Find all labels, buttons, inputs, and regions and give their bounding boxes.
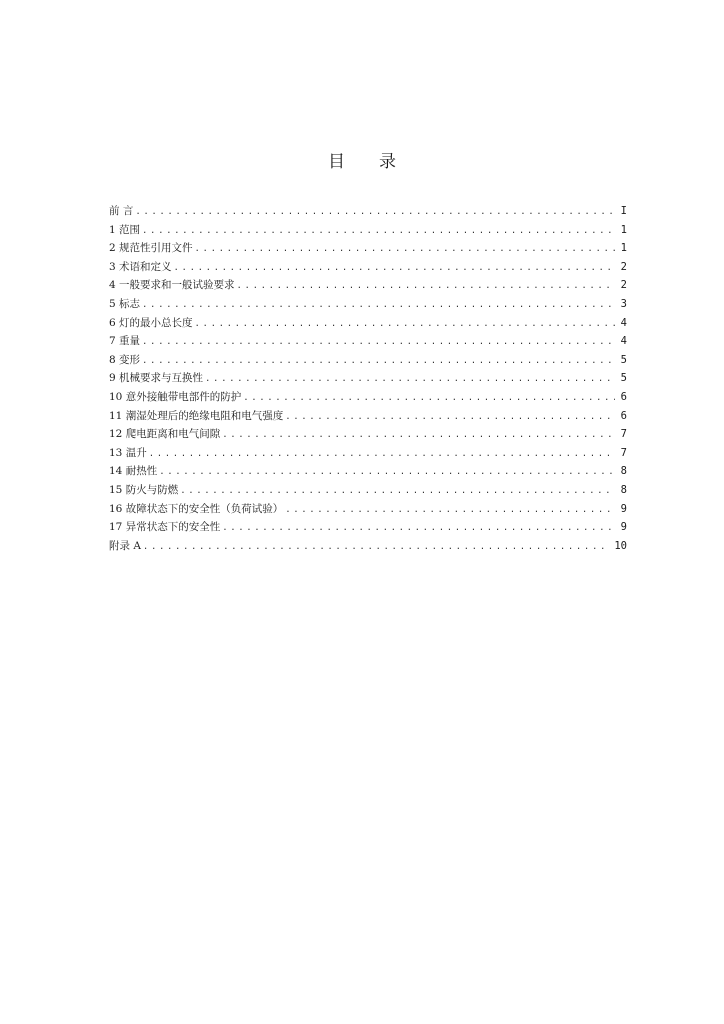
toc-entry-label: 4 一般要求和一般试验要求	[109, 279, 235, 292]
toc-entry[interactable]	[109, 351, 627, 370]
toc-entry-page: I	[620, 205, 627, 217]
dot-leader	[180, 482, 615, 501]
toc-entry-label: 9 机械要求与互换性	[109, 372, 204, 385]
toc-entry-page: 10	[614, 539, 627, 552]
toc-entry[interactable]	[109, 239, 627, 258]
dot-leader	[243, 389, 615, 408]
toc-entry-page: 8	[620, 483, 627, 496]
toc-entry-page: 7	[620, 446, 627, 459]
toc-entry[interactable]	[109, 258, 627, 277]
toc-entry-page: 7	[620, 428, 627, 441]
toc-entry-page: 4	[620, 335, 627, 348]
toc-entry-page: 9	[620, 502, 627, 515]
toc-entry[interactable]	[109, 444, 627, 463]
toc-entry[interactable]	[109, 481, 627, 500]
toc-entry[interactable]	[109, 462, 627, 481]
toc-entry-label: 6 灯的最小总长度	[109, 316, 193, 329]
dot-leader	[149, 445, 615, 464]
dot-leader	[285, 501, 615, 520]
toc-entry-label: 5 标志	[109, 297, 141, 310]
toc-entry[interactable]	[109, 276, 627, 295]
dot-leader	[142, 352, 615, 371]
toc-entry-page: 5	[620, 372, 627, 385]
toc-entry[interactable]	[109, 425, 627, 444]
toc-entry-label: 11 潮湿处理后的绝缘电阻和电气强度	[109, 409, 284, 422]
toc-entry[interactable]	[109, 518, 627, 537]
toc-entry[interactable]	[109, 202, 627, 221]
toc-entry-page: 9	[620, 521, 627, 534]
toc-entry-label: 7 重量	[109, 335, 141, 348]
toc-entry-page: 2	[620, 260, 627, 273]
toc-entry-page: 4	[620, 316, 627, 329]
toc-entry-page: 5	[620, 353, 627, 366]
dot-leader	[143, 538, 610, 557]
toc-entry-page: 6	[620, 390, 627, 403]
toc-entry-label: 8 变形	[109, 353, 141, 366]
toc-entry-label: 17 异常状态下的安全性	[109, 521, 221, 534]
toc-entry-page: 8	[620, 465, 627, 478]
toc-entry[interactable]	[109, 332, 627, 351]
toc-entry[interactable]	[109, 221, 627, 240]
dot-leader	[174, 259, 615, 278]
toc-entry[interactable]	[109, 500, 627, 519]
toc-entry-label: 3 术语和定义	[109, 260, 172, 273]
title-char-2: 录	[379, 152, 396, 172]
toc-entry-label: 13 温升	[109, 446, 147, 459]
toc-entry-page: 6	[620, 409, 627, 422]
toc-entry-label: 10 意外接触带电部件的防护	[109, 390, 242, 403]
toc-entry[interactable]	[109, 314, 627, 333]
toc-entry-label: 1 范围	[109, 223, 141, 236]
dot-leader	[142, 296, 615, 315]
toc-entry-label: 15 防火与防燃	[109, 483, 179, 496]
dot-leader	[237, 277, 615, 296]
toc-entry-label: 16 故障状态下的安全性（负荷试验）	[109, 502, 284, 515]
dot-leader	[142, 222, 615, 241]
toc-entry[interactable]	[109, 388, 627, 407]
toc-entry-label: 12 爬电距离和电气间隙	[109, 428, 221, 441]
toc-entry-page: 1	[620, 242, 627, 255]
toc-entry[interactable]	[109, 407, 627, 426]
dot-leader	[195, 240, 615, 259]
toc-entry[interactable]	[109, 369, 627, 388]
toc-entry-page: 3	[620, 297, 627, 310]
toc-entry[interactable]	[109, 537, 627, 556]
toc-entry-label: 前 言	[109, 205, 134, 217]
table-of-contents	[109, 202, 627, 555]
toc-entry[interactable]	[109, 295, 627, 314]
dot-leader	[159, 463, 615, 482]
toc-entry-label: 附录 A	[109, 539, 141, 552]
dot-leader	[135, 203, 615, 222]
dot-leader	[195, 315, 615, 334]
dot-leader	[222, 519, 615, 538]
title-char-1: 目	[328, 152, 345, 172]
dot-leader	[285, 408, 615, 427]
toc-entry-page: 2	[620, 279, 627, 292]
toc-entry-page: 1	[620, 223, 627, 236]
dot-leader	[222, 426, 615, 445]
toc-entry-label: 14 耐热性	[109, 465, 158, 478]
page-title	[0, 147, 724, 172]
dot-leader	[205, 370, 615, 389]
toc-entry-label: 2 规范性引用文件	[109, 242, 193, 255]
dot-leader	[142, 333, 615, 352]
